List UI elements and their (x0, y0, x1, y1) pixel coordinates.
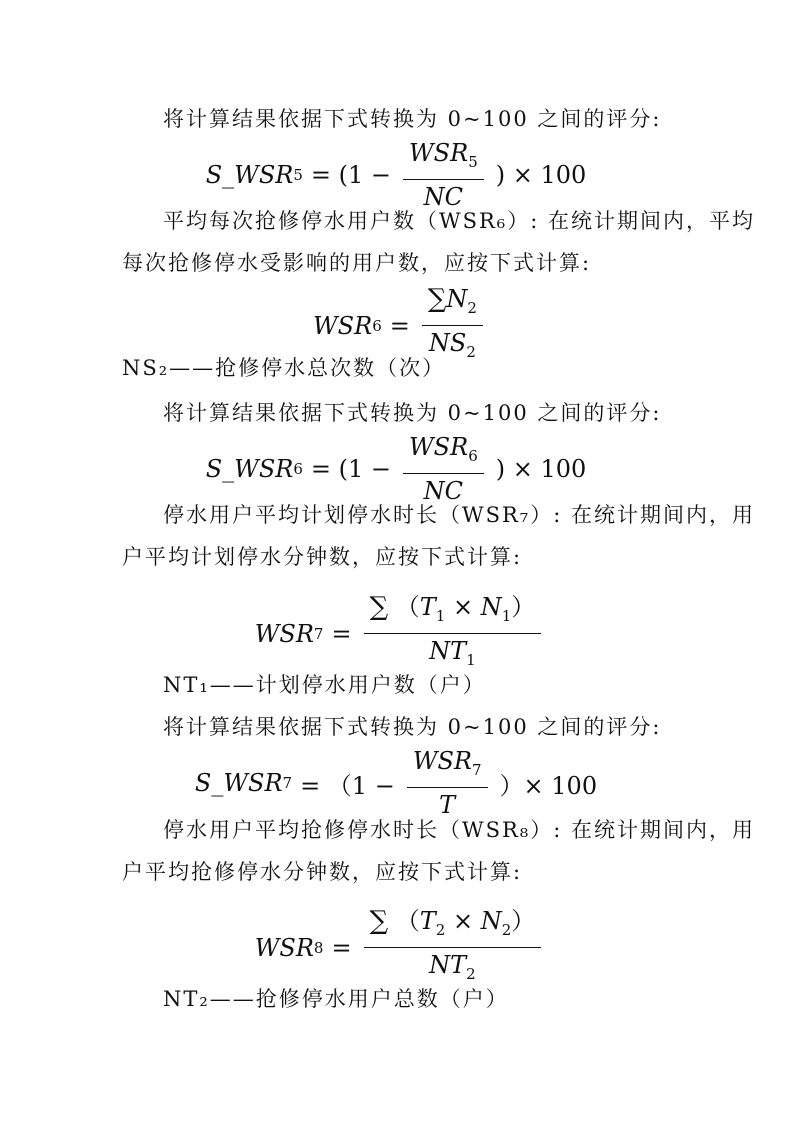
equation-s-wsr6: S_WSR 6 = (1 − $\frac{WSR_6}{NC}$ ) × 100 (205, 433, 587, 505)
paragraph-score-conversion-3: 将计算结果依据下式转换为 0~100 之间的评分: (163, 715, 662, 739)
paragraph-wsr6-definition-line2: 每次抢修停水受影响的用户数，应按下式计算: (122, 251, 592, 275)
equation-s-wsr7: S_WSR 7 = （1 − $\frac{WSR_7}{T}$ ）× 100 (194, 747, 598, 819)
equation-wsr6: WSR 6 = $\frac{\sum N_2}{NS_2}$ (0, 284, 800, 367)
paragraph-score-conversion-2: 将计算结果依据下式转换为 0~100 之间的评分: (163, 401, 662, 425)
paragraph-wsr6-definition-line1: 平均每次抢修停水用户数（WSR₆）: 在统计期间内，平均 (163, 209, 755, 233)
paragraph-wsr7-definition-line2: 户平均计划停水分钟数，应按下式计算: (122, 545, 523, 569)
definition-nt2: NT₂——抢修停水用户总数（户） (163, 987, 509, 1011)
paragraph-wsr8-definition-line1: 停水用户平均抢修停水时长（WSR₈）: 在统计期间内，用 (163, 818, 755, 842)
paragraph-wsr8-definition-line2: 户平均抢修停水分钟数，应按下式计算: (122, 860, 523, 884)
equation-s-wsr5: S_WSR 5 = (1 − $\frac{WSR_5}{NC}$ ) × 100 (205, 139, 587, 211)
definition-nt1: NT₁——计划停水用户数（户） (163, 673, 486, 697)
definition-ns2: NS₂——抢修停水总次数（次） (122, 356, 446, 380)
equation-wsr7: WSR 7 = $\frac{\sum (T_1 \times N_1)}{NT_1}$ (0, 592, 800, 675)
equation-wsr8: WSR 8 = $\frac{\sum (T_2 \times N_2)}{NT_2}$ (0, 906, 800, 989)
paragraph-score-conversion-1: 将计算结果依据下式转换为 0~100 之间的评分: (163, 107, 662, 131)
paragraph-wsr7-definition-line1: 停水用户平均计划停水时长（WSR₇）: 在统计期间内，用 (163, 503, 755, 527)
